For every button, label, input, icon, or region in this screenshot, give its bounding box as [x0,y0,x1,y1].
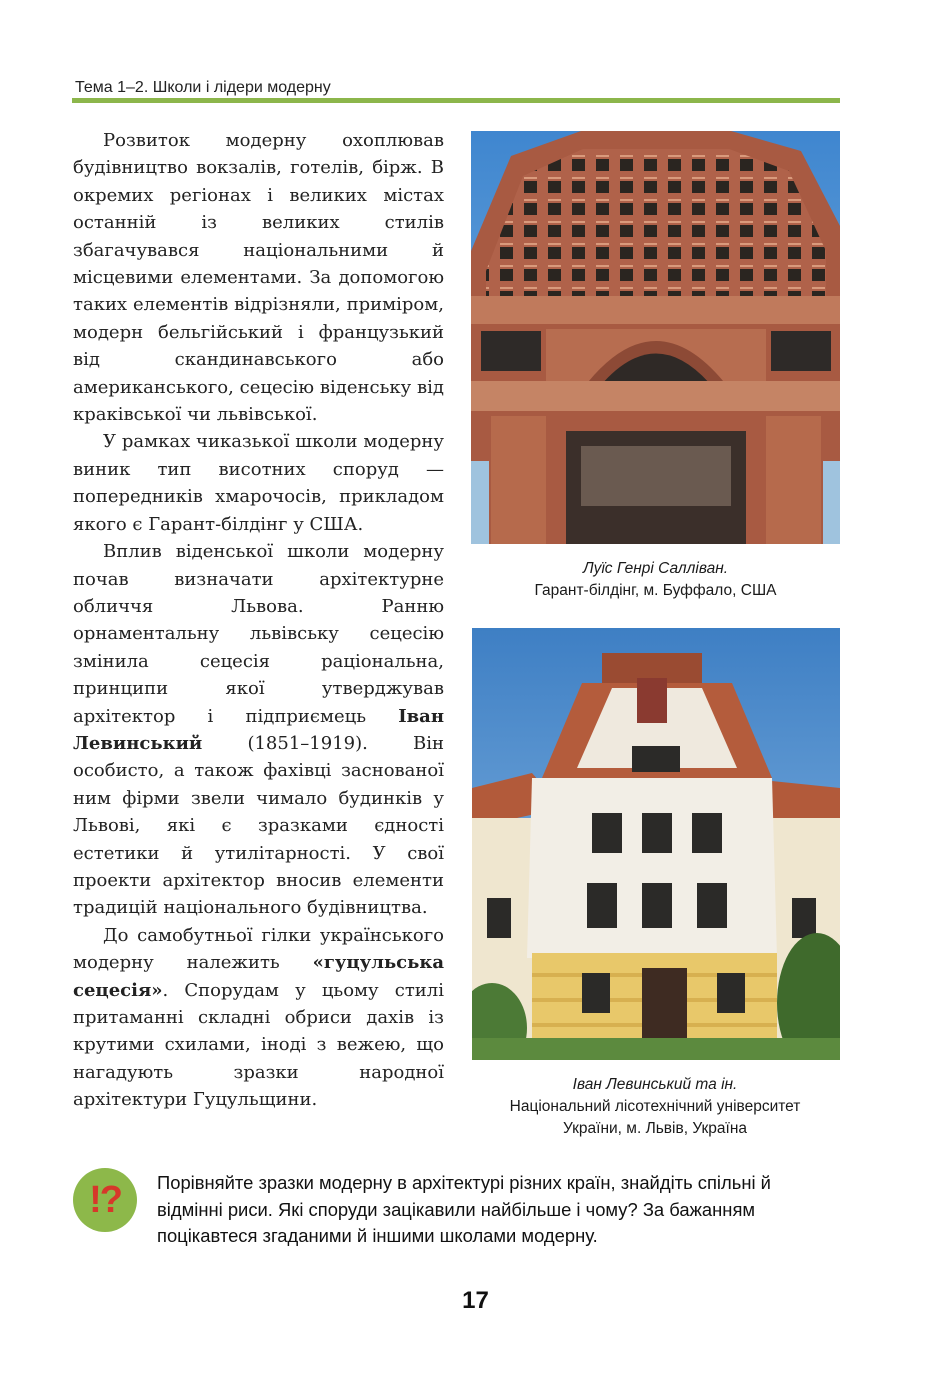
figure-2-title-line2: України, м. Львів, Україна [562,1120,747,1137]
figure-2-author: Іван Левинський та ін. [572,1076,738,1093]
paragraph-3: Вплив віденської школи модерну почав визначати архітектурне обличчя Львова. Ранню орнаментальну львівську сецесію змінила сецесія раціональна, принципи якої утверджував архітектор і підприємець Іван Левинський (1851–1919). Він особисто, а також фахівці заснованої ним фірми звели чимало будинків у Львові, які є зразками єдності естетики й утилітарності. У свої проекти архітектор вносив елементи традицій національного будівництва. [73,541,444,919]
bold-name: Іван Левинський [73,705,444,754]
guaranty-building-photo [471,131,840,544]
figure-2-caption [462,1074,848,1140]
paragraph-1: Розвиток модерну охоплював будівництво вокзалів, готелів, бірж. В окремих регіонах і великих містах останній із великих стилів збагачувався національними й місцевими елементами. За допомогою таких елементів відрізняли, приміром, модерн бельгійський і французький від скандинавського або американського, сецесію віденську від краківської чи львівської. [73,130,444,426]
main-text [73,127,444,1114]
task-text: Порівняйте зразки модерну в архітектурі різних країн, знайдіть спільні й відмінні риси. Які споруди зацікавили найбільше і чому? За бажанням поцікавтеся згаданими й іншими школами модерну. [157,1172,771,1246]
page-header-title: Тема 1–2. Школи і лідери модерну [75,79,331,96]
figure-1-title: Гарант-білдінг, м. Буффало, США [534,582,777,599]
paragraph-4: До самобутньої гілки українського модерну належить «гуцульська сецесія». Спорудам у цьому стилі притаманні складні обриси дахів із крутими схилами, іноді з вежею, що нагадують зразки народної архітектури Гуцульщини. [73,924,444,1111]
header-divider [72,98,840,103]
page-number: 17 [462,1287,489,1314]
figure-1-author: Луїс Генрі Салліван. [582,560,729,577]
university-building-photo [472,628,840,1060]
question-badge-icon: !? [73,1168,137,1232]
figure-2-title-line1: Національний лісотехнічний університет [509,1098,801,1115]
figure-1-caption [471,558,840,602]
paragraph-2: У рамках чиказької школи модерну виник тип висотних споруд — попередників хмарочосів, прикладом якого є Гарант-білдінг у США. [73,431,444,535]
bold-term: «гуцульська сецесія» [73,952,444,1001]
